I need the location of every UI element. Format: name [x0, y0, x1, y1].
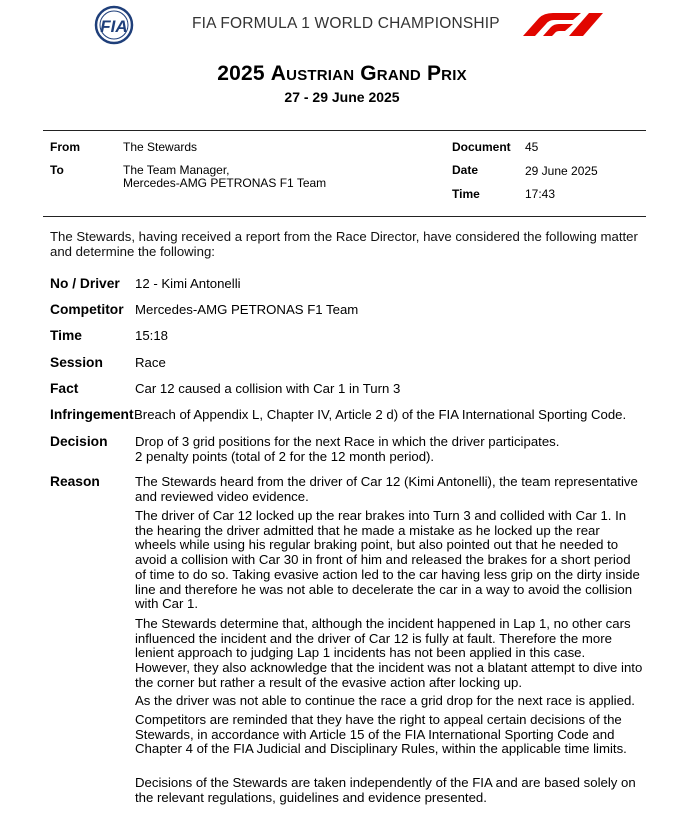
infringement-label: Infringement: [50, 407, 134, 422]
competitor-label: Competitor: [50, 302, 124, 317]
f1-logo-icon: [521, 12, 603, 36]
time-row-value: 15:18: [135, 328, 169, 343]
intro-text: The Stewards, having received a report from the Race Director, have considered the following matter and determine the following:: [50, 229, 638, 259]
gp-year: 2025: [217, 62, 265, 85]
time-row-label: Time: [50, 328, 82, 343]
gp-dates: 27 - 29 June 2025: [284, 89, 400, 105]
championship-title: FIA FORMULA 1 WORLD CHAMPIONSHIP: [192, 15, 500, 32]
gp-name: Austrian Grand Prix: [270, 62, 467, 85]
grand-prix-title: [0, 62, 684, 86]
reason-paragraph-1: The Stewards heard from the driver of Car 12 (Kimi Antonelli), the team representative and reviewed video evidence.: [135, 474, 638, 504]
reason-label: Reason: [50, 474, 100, 489]
to-label: To: [50, 163, 64, 177]
date-label: Date: [452, 163, 479, 177]
document-value: 45: [525, 140, 539, 154]
fact-value: Car 12 caused a collision with Car 1 in Turn 3: [135, 381, 401, 396]
from-label: From: [50, 140, 80, 154]
session-label: Session: [50, 355, 103, 370]
driver-value: 12 - Kimi Antonelli: [135, 276, 241, 291]
time-label: Time: [452, 187, 480, 201]
reason-paragraph-2: The driver of Car 12 locked up the rear brakes into Turn 3 and collided with Car 1. In the hearing the driver admitted that he made a mistake as he locked up the rear wheels while using his regular braking point, but also pointed out that he needed to avoid a collision with Car 30 in front of him and released the brakes for a short period of time to do so. Taking evasive action led to the car having less grip on the dirty inside line and therefore he was not able to decelerate the car in a way to avoid the collision with Car 1.: [135, 508, 640, 612]
top-divider: [43, 130, 646, 131]
decision-line1: Drop of 3 grid positions for the next Race in which the driver participates.: [135, 434, 560, 449]
reason-paragraph-3: The Stewards determine that, although the incident happened in Lap 1, no other cars influenced the incident and the driver of Car 12 is fully at fault. Therefore the more lenient approach to judging Lap 1 incidents has not been applied in this case. However, they also acknowledge that the incident was not a blatant attempt to dive into the corner but rather a result of the evasive action after locking up.: [135, 616, 643, 690]
session-value: Race: [135, 355, 166, 370]
decision-line2: 2 penalty points (total of 2 for the 12 month period).: [135, 449, 435, 464]
document-label: Document: [452, 140, 511, 154]
infringement-value: Breach of Appendix L, Chapter IV, Article 2 d) of the FIA International Sporting Code.: [134, 407, 627, 422]
to-value-line2: Mercedes-AMG PETRONAS F1 Team: [123, 176, 327, 190]
reason-paragraph-4: As the driver was not able to continue the race a grid drop for the next race is applied.: [135, 693, 635, 708]
fia-logo-text: FIA: [100, 17, 128, 36]
from-value: The Stewards: [123, 140, 198, 154]
reason-paragraph-6: Decisions of the Stewards are taken independently of the FIA and are based solely on the relevant regulations, guidelines and evidence presented.: [135, 775, 636, 805]
fia-logo-icon: [84, 5, 144, 45]
date-value: 29 June 2025: [525, 164, 598, 178]
bottom-divider: [43, 216, 646, 217]
decision-label: Decision: [50, 434, 108, 449]
to-value-line1: The Team Manager,: [123, 163, 230, 177]
fact-label: Fact: [50, 381, 79, 396]
reason-paragraph-5: Competitors are reminded that they have the right to appeal certain decisions of the Stewards, in accordance with Article 15 of the FIA International Sporting Code and Chapter 4 of the FIA Judicial and Disciplinary Rules, within the applicable time limits.: [135, 712, 627, 757]
competitor-value: Mercedes-AMG PETRONAS F1 Team: [135, 302, 359, 317]
time-value: 17:43: [525, 187, 556, 201]
driver-label: No / Driver: [50, 276, 120, 291]
